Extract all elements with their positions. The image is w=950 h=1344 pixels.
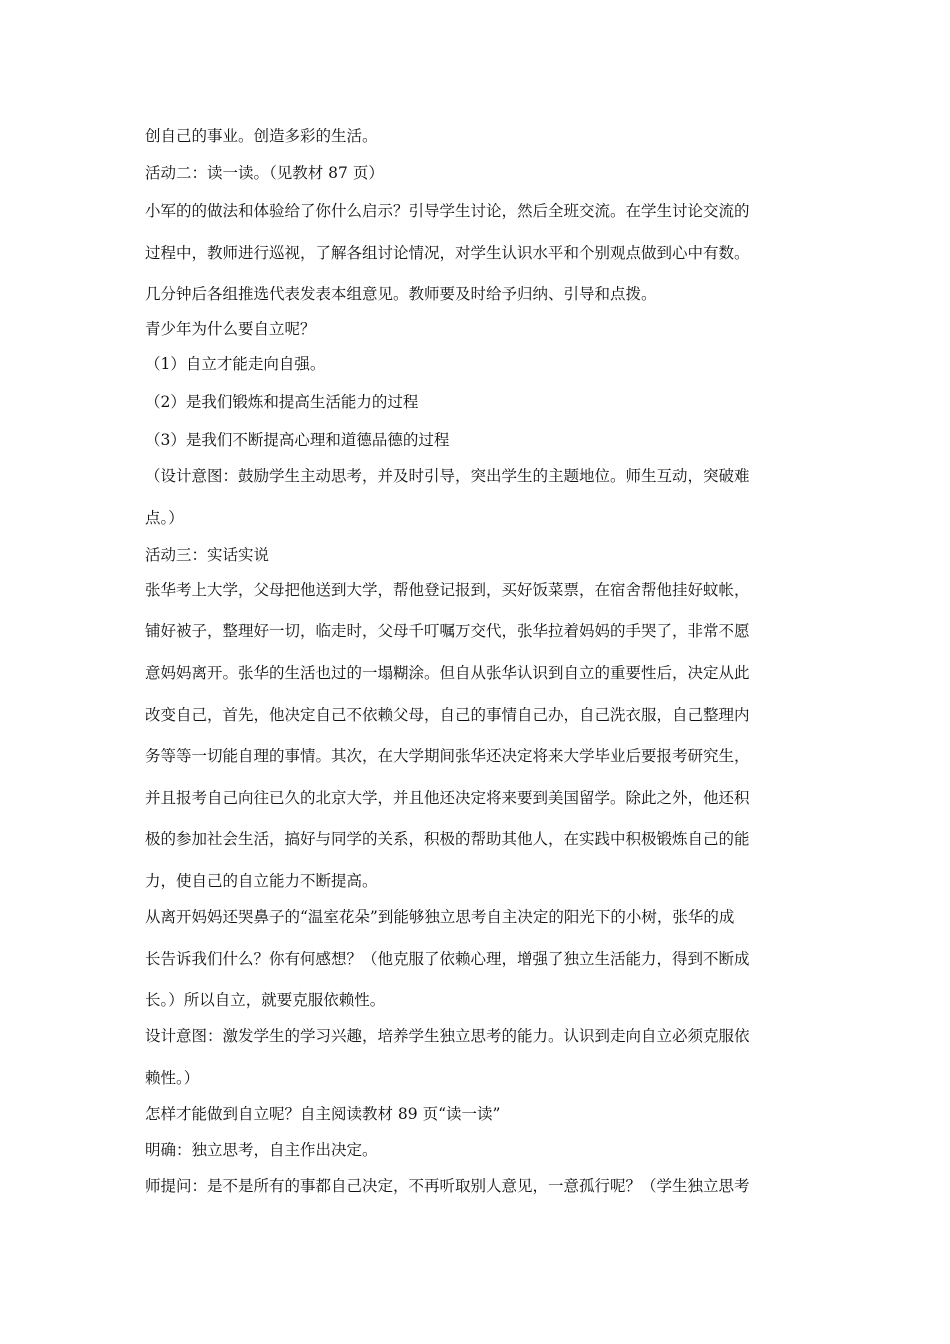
text-line: 活动三：实话实说 <box>145 546 270 564</box>
text-line: 力，使自己的自立能力不断提高。 <box>145 872 378 890</box>
text-line: 长告诉我们什么？你有何感想？（他克服了依赖心理，增强了独立生活能力，得到不断成 <box>145 950 750 968</box>
text-line: 点。） <box>145 509 184 527</box>
text-line: 赖性。） <box>145 1069 200 1087</box>
text-line: 几分钟后各组推选代表发表本组意见。教师要及时给予归纳、引导和点拨。 <box>145 285 657 303</box>
text-line: 师提问：是不是所有的事都自己决定，不再听取别人意见，一意孤行呢？（学生独立思考 <box>145 1177 750 1195</box>
text-line: （2）是我们锻炼和提高生活能力的过程 <box>145 393 419 411</box>
text-line: 极的参加社会生活，搞好与同学的关系，积极的帮助其他人，在实践中积极锻炼自己的能 <box>145 830 750 848</box>
text-line: （1）自立才能走向自强。 <box>145 355 326 373</box>
text-line: 意妈妈离开。张华的生活也过的一塌糊涂。但自从张华认识到自立的重要性后，决定从此 <box>145 664 750 682</box>
text-line: 过程中，教师进行巡视，了解各组讨论情况，对学生认识水平和个别观点做到心中有数。 <box>145 244 750 262</box>
text-line: 青少年为什么要自立呢？ <box>145 320 316 338</box>
text-line: 明确：独立思考，自主作出决定。 <box>145 1141 378 1159</box>
text-line: 设计意图：激发学生的学习兴趣，培养学生独立思考的能力。认识到走向自立必须克服依 <box>145 1027 750 1045</box>
text-line: 小军的的做法和体验给了你什么启示？引导学生讨论，然后全班交流。在学生讨论交流的 <box>145 202 750 220</box>
text-line: （3）是我们不断提高心理和道德品德的过程 <box>145 431 450 449</box>
text-line: 务等等一切能自理的事情。其次，在大学期间张华还决定将来大学毕业后要报考研究生， <box>145 747 750 765</box>
text-line: 长。）所以自立，就要克服依赖性。 <box>145 991 386 1009</box>
text-line: 并且报考自己向往已久的北京大学，并且他还决定将来要到美国留学。除此之外，他还积 <box>145 789 750 807</box>
text-line: 活动二：读一读。（见教材 87 页） <box>145 164 384 182</box>
text-line: 创自己的事业。创造多彩的生活。 <box>145 127 378 145</box>
text-line: 怎样才能做到自立呢？自主阅读教材 89 页“读一读” <box>145 1105 501 1123</box>
text-line: 改变自己，首先，他决定自己不依赖父母，自己的事情自己办，自己洗衣服，自己整理内 <box>145 706 750 724</box>
text-line: （设计意图：鼓励学生主动思考，并及时引导，突出学生的主题地位。师生互动，突破难 <box>145 467 750 485</box>
text-line: 从离开妈妈还哭鼻子的“温室花朵”到能够独立思考自主决定的阳光下的小树，张华的成 <box>145 908 735 926</box>
text-line: 铺好被子，整理好一切，临走时，父母千叮嘱万交代，张华拉着妈妈的手哭了，非常不愿 <box>145 622 750 640</box>
text-line: 张华考上大学，父母把他送到大学，帮他登记报到，买好饭菜票，在宿舍帮他挂好蚊帐， <box>145 581 750 599</box>
